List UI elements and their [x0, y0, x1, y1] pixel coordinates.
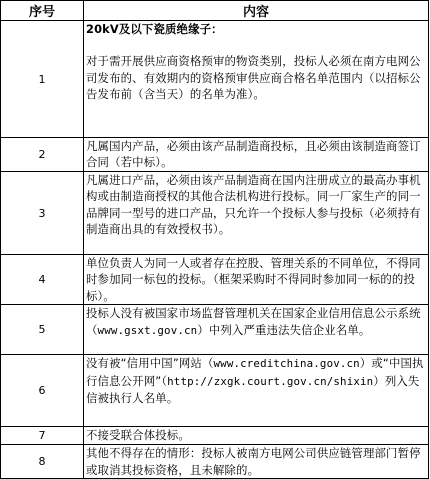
spacer: [86, 37, 426, 53]
row-content: [84, 355, 429, 427]
row-number: 1: [1, 21, 84, 138]
row-number: 6: [1, 355, 84, 427]
row-number: 2: [1, 138, 84, 172]
gsxt-url: www.gsxt.gov.cn: [97, 323, 198, 337]
row-text: 凡属国内产品，必须由该产品制造商投标，且必须由该制造商签订合同（若中标）。: [84, 138, 429, 172]
row-text: ）中列入严重违法失信企业名单。: [197, 322, 371, 337]
creditchina-url: www.creditchina.gov.cn: [213, 357, 360, 371]
row-content: [84, 305, 429, 355]
table-row: [1, 172, 429, 255]
table-row: [1, 138, 429, 172]
row-number: 3: [1, 172, 84, 255]
table-row: [1, 255, 429, 305]
header-content: 内容: [84, 1, 429, 21]
row-number: 8: [1, 445, 84, 479]
table-row: [1, 355, 429, 427]
header-serial-number: 序号: [1, 1, 84, 21]
table-row: [1, 427, 429, 445]
row-text: 凡属进口产品，必须由该产品制造商在国内注册成立的最高办事机构或由制造商授权的其他合法机构进行投标。同一厂家生产的同一品牌同一型号的进口产品，只允许一个投标人参与投标（必须持有制造商出具的有效授权书）。: [84, 172, 429, 255]
row-content: [84, 21, 429, 138]
row-text: 投标人没有被国家市场监督管理机关在国家企业信用信息公示系统（: [86, 306, 421, 337]
row-text: 没有被“信用中国”网站（: [86, 356, 214, 371]
row-text: ）列入失信被执行人名单。: [86, 373, 420, 406]
row-title: 20kV及以下瓷质绝缘子：: [86, 22, 223, 36]
table-row: [1, 445, 429, 479]
row-number: 7: [1, 427, 84, 445]
row-number: 5: [1, 305, 84, 355]
row-text: 对于需开展供应商资格预审的物资类别，投标人必须在南方电网公司发布的、有效期内的资格预审供应商合格名单范围内（以招标公告发布前（含当天）的名单为准）。: [86, 54, 421, 102]
row-text: 单位负责人为同一人或者存在控股、管理关系的不同单位，不得同时参加同一标包的投标。（框架采购时不得同时参加同一标的的投标）。: [84, 255, 429, 305]
row-text: 不接受联合体投标。: [84, 427, 429, 445]
row-text: ）或“中国执行信息公开网”（: [86, 356, 424, 388]
row-number: 4: [1, 255, 84, 305]
table-header-row: [1, 1, 429, 21]
row-text: 其他不得存在的情形：投标人被南方电网公司供应链管理部门暂停或取消其投标资格，且未解除的。: [84, 445, 429, 479]
table-row: [1, 305, 429, 355]
table-row: [1, 21, 429, 138]
court-url: http://zxgk.court.gov.cn/shixin: [167, 374, 374, 388]
